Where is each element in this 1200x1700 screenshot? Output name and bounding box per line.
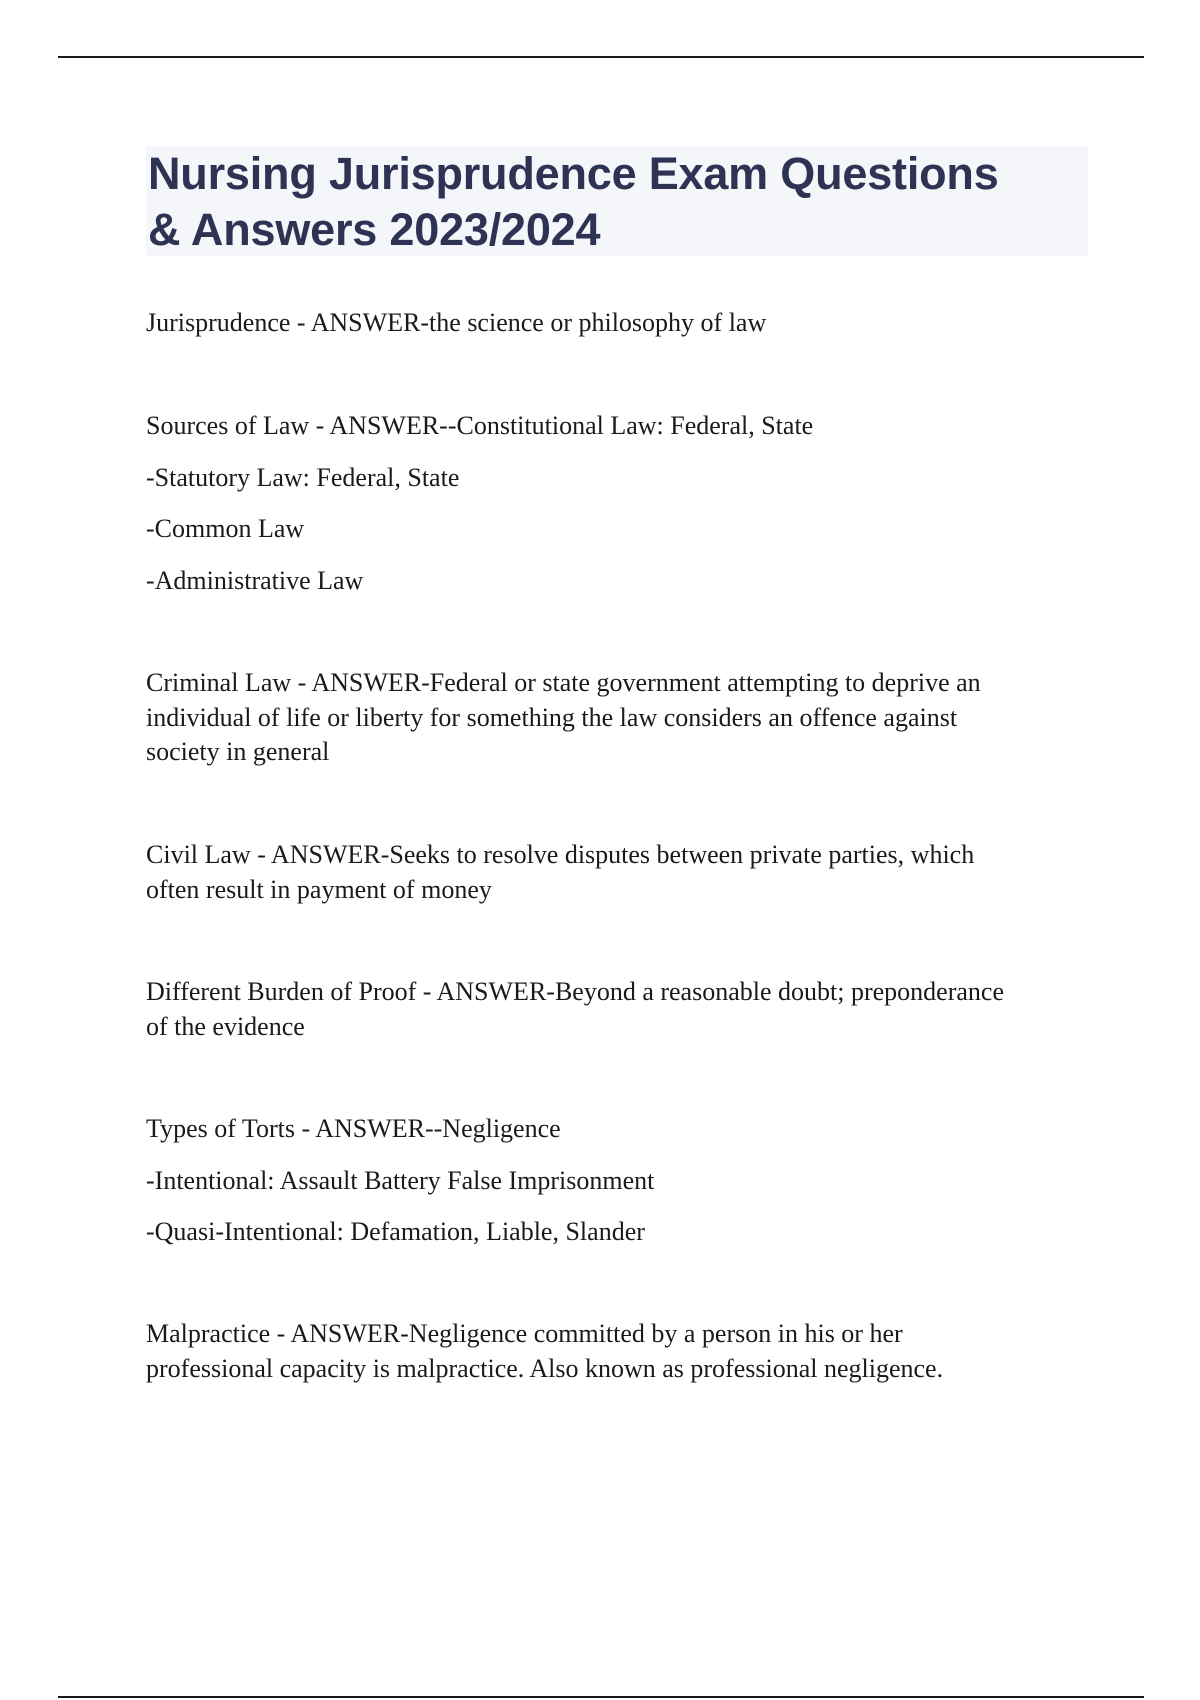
title-block — [146, 146, 1088, 256]
qa-burden-of-proof — [146, 975, 1106, 1044]
page-title-line-1: Nursing Jurisprudence Exam Questions — [148, 148, 999, 199]
qa-text — [146, 666, 1106, 770]
qa-text — [146, 975, 1106, 1044]
qa-line: Malpractice - ANSWER-Negligence committed by a person in his or her — [146, 1319, 903, 1348]
qa-malpractice — [146, 1317, 1106, 1386]
qa-line: often result in payment of money — [146, 874, 492, 904]
qa-text — [146, 306, 1106, 341]
qa-line: individual of life or liberty for something the law considers an offence against — [146, 702, 958, 732]
qa-text — [146, 838, 1106, 907]
qa-civil-law — [146, 838, 1106, 907]
qa-line: professional capacity is malpractice. Also known as professional negligence. — [146, 1353, 944, 1383]
qa-text — [146, 1317, 1106, 1386]
qa-sources-of-law — [146, 409, 1106, 598]
qa-jurisprudence — [146, 306, 1106, 341]
qa-line: -Intentional: Assault Battery False Imprisonment — [146, 1165, 655, 1195]
qa-criminal-law — [146, 666, 1106, 770]
qa-line: -Quasi-Intentional: Defamation, Liable, Slander — [146, 1217, 645, 1246]
qa-line: Types of Torts - ANSWER--Negligence — [146, 1114, 561, 1143]
qa-line: of the evidence — [146, 1011, 305, 1041]
page-title-line-2: & Answers 2023/2024 — [148, 204, 601, 255]
page-title — [148, 146, 1086, 258]
qa-line: Jurisprudence - ANSWER-the science or philosophy of law — [146, 308, 767, 337]
qa-line: -Statutory Law: Federal, State — [146, 462, 460, 492]
qa-types-of-torts — [146, 1112, 1106, 1250]
qa-text — [146, 1112, 1106, 1250]
qa-line: -Administrative Law — [146, 565, 364, 595]
bottom-rule — [58, 1696, 1144, 1698]
qa-line: Criminal Law - ANSWER-Federal or state government attempting to deprive an — [146, 668, 981, 697]
qa-line: society in general — [146, 737, 330, 766]
top-rule — [58, 56, 1144, 58]
qa-line: Civil Law - ANSWER-Seeks to resolve disputes between private parties, which — [146, 840, 975, 869]
qa-line: Sources of Law - ANSWER--Constitutional Law: Federal, State — [146, 411, 814, 440]
qa-line: -Common Law — [146, 514, 305, 543]
qa-line: Different Burden of Proof - ANSWER-Beyond a reasonable doubt; preponderance — [146, 977, 1004, 1006]
qa-text — [146, 409, 1106, 598]
